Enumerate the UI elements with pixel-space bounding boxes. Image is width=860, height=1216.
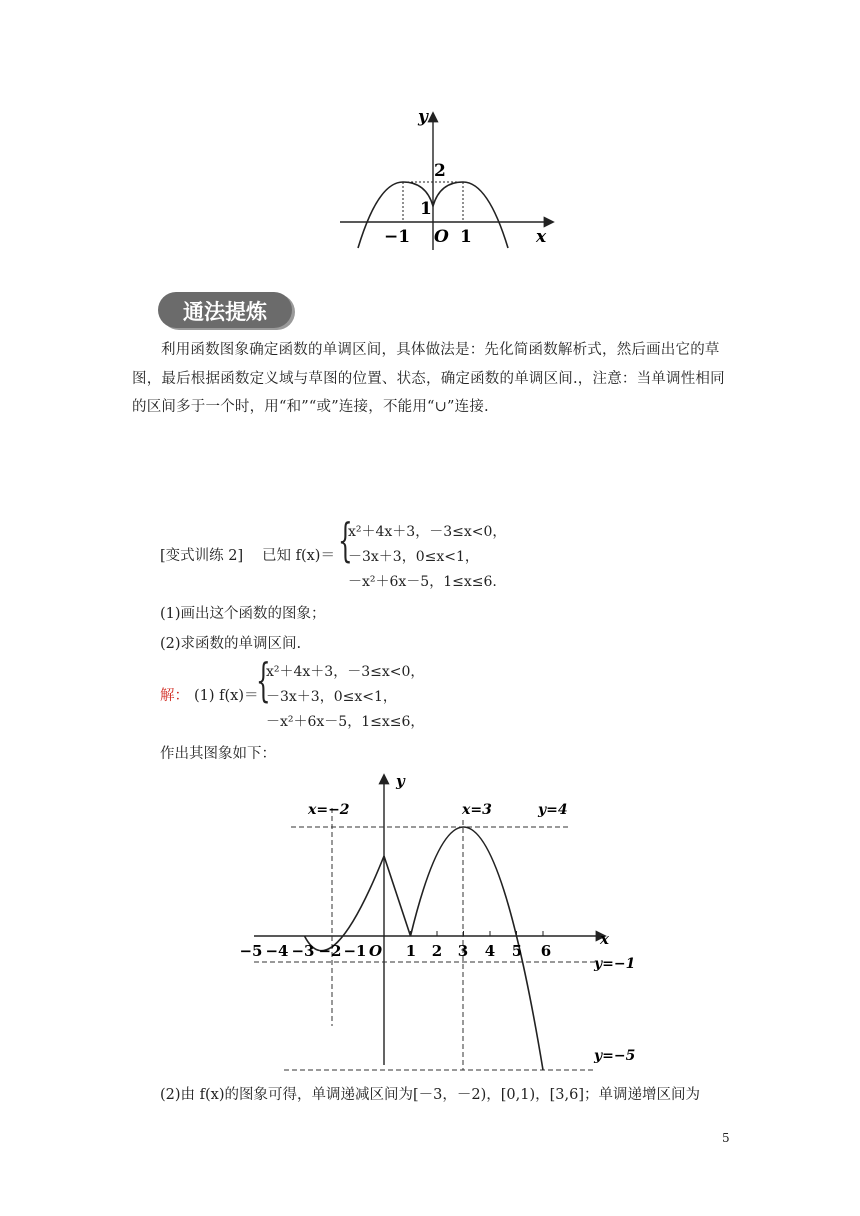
guide-label-y-neg5: y=−5 [594,1048,636,1064]
solution-after: 作出其图象如下： [160,746,276,762]
label-2: 2 [434,161,446,181]
label-neg1: −1 [384,227,411,247]
section-badge [158,290,298,334]
solution-piece-3: －x²＋6x－5，1≤x≤6， [266,714,425,730]
guide-label-x3: x=3 [462,802,492,818]
method-paragraph: 利用函数图象确定函数的单调区间，具体做法是：先化简函数解析式，然后画出它的草图，最后根据函数定义域与草图的位置、状态，确定函数的单调区间.，注意：当单调性相同的区间多于一个时，用“和”“或”连接，不能用“∪”连接. [132,342,725,415]
solution-intro: (1) f(x)＝ [194,688,259,704]
origin-label: O [369,942,383,960]
graph-1 [330,100,570,255]
guide-label-y-neg1: y=−1 [594,956,636,972]
y-axis-label: y [396,772,405,790]
solution-label: 解： [160,688,189,704]
label-1: 1 [420,199,432,219]
label-x1: 1 [460,227,472,247]
tick-label: −1 [343,942,367,960]
tick-label: 5 [511,942,523,960]
tick-label: 1 [405,942,417,960]
curve-parabola-2 [411,827,544,1070]
solution-part2: (2)由 f(x)的图象可得，单调递减区间为[－3，－2)，[0,1)，[3,6]；单调递增区间为 [160,1087,701,1103]
tick-label: 2 [431,942,443,960]
tick-label: 4 [484,942,496,960]
question-2: (2)求函数的单调区间. [160,636,302,652]
origin-label: O [434,227,449,247]
tick-label: 6 [540,942,552,960]
tick-label: 3 [457,942,469,960]
question-1: (1)画出这个函数的图象； [160,606,326,622]
y-axis-label: y [418,107,428,127]
exercise-piece-3: －x²＋6x－5，1≤x≤6. [348,574,497,590]
exercise-label: [变式训练 2] [160,548,244,564]
exercise-known: 已知 f(x)＝ [262,548,335,564]
tick-label: −4 [265,942,289,960]
badge-text: 通法提炼 [183,299,267,324]
page-number: 5 [722,1131,730,1145]
brace: { [256,653,271,707]
exercise-piece-2: －3x＋3，0≤x<1， [348,549,479,565]
solution-piece-1: x²＋4x＋3，－3≤x<0， [266,664,425,680]
tick-label: −5 [239,942,263,960]
x-axis-label: x [536,227,547,247]
x-axis-label: x [600,930,609,948]
tick-label: −3 [291,942,315,960]
guide-label-y4: y=4 [538,802,568,818]
brace: { [338,513,353,567]
guide-label-x-neg2: x=−2 [308,802,350,818]
curve-line [384,856,411,936]
graph-2 [236,768,656,1073]
exercise-piece-1: x²＋4x＋3，－3≤x<0， [348,524,507,540]
solution-piece-2: －3x＋3，0≤x<1， [266,689,397,705]
tick-label: −2 [318,942,342,960]
